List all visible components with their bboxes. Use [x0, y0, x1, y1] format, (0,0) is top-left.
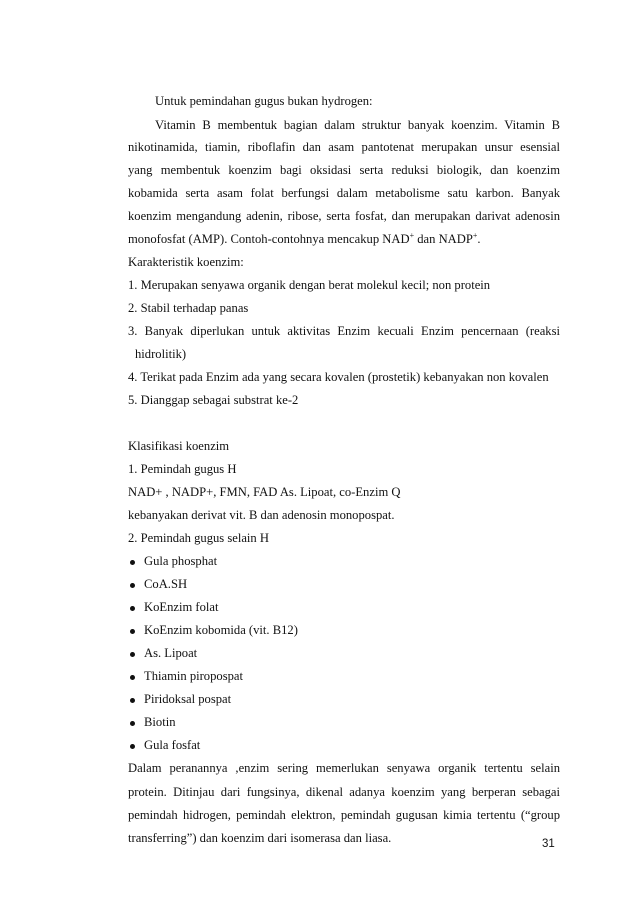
bullet-text: Gula phosphat [144, 554, 218, 568]
para2-line: Dalam peranannya ,enzim sering memerlukan senyawa organik tertentu selain [128, 761, 560, 775]
bullet-item [128, 576, 187, 592]
para1-text: . [477, 232, 481, 246]
bullet-item [128, 622, 298, 638]
karakteristik-item: 2. Stabil terhadap panas [128, 301, 249, 315]
bullet-text: Gula fosfat [144, 738, 201, 752]
bullet-text: Thiamin piropospat [144, 669, 243, 683]
bullet-icon [128, 622, 144, 638]
klasifikasi-text: NAD+ , NADP+, FMN, FAD As. Lipoat, co-Enzim Q [128, 485, 401, 499]
bullet-text: KoEnzim folat [144, 600, 219, 614]
superscript: + [409, 230, 415, 240]
para1-line: kobamida serta asam folat berfungsi dalam metabolisme satu karbon. Banyak [128, 186, 560, 200]
karakteristik-item: 3. Banyak diperlukan untuk aktivitas Enzim kecuali Enzim pencernaan (reaksi [128, 324, 560, 338]
klasifikasi-group: 1. Pemindah gugus H [128, 462, 237, 476]
bullet-item [128, 691, 231, 707]
para1-line: nikotinamida, tiamin, riboflafin dan asam pantotenat merupakan unsur esensial [128, 140, 560, 154]
para1-heading: Untuk pemindahan gugus bukan hydrogen: [155, 94, 373, 108]
karakteristik-item-cont: hidrolitik) [135, 347, 187, 361]
para1-line: koenzim mengandung adenin, ribose, serta fosfat, dan merupakan darivat adenosin [128, 209, 560, 223]
bullet-item [128, 714, 176, 730]
klasifikasi-title: Klasifikasi koenzim [128, 439, 230, 453]
bullet-icon [128, 599, 144, 615]
bullet-icon [128, 576, 144, 592]
para1-text: dan NADP [414, 232, 473, 246]
para2-line: pemindah hidrogen, pemindah elektron, pemindah gugusan kimia tertentu (“group [128, 808, 560, 822]
para1-line: yang membentuk koenzim bagi oksidasi serta reduksi biologik, dan koenzim [128, 163, 560, 177]
bullet-item [128, 737, 200, 753]
bullet-icon [128, 553, 144, 569]
para1-line: Vitamin B membentuk bagian dalam struktur banyak koenzim. Vitamin B [155, 118, 560, 132]
bullet-icon [128, 691, 144, 707]
bullet-icon [128, 668, 144, 684]
bullet-item [128, 668, 243, 684]
klasifikasi-text: kebanyakan derivat vit. B dan adenosin monopospat. [128, 508, 395, 522]
bullet-item [128, 553, 217, 569]
superscript: + [472, 230, 478, 240]
klasifikasi-group: 2. Pemindah gugus selain H [128, 531, 269, 545]
bullet-text: Biotin [144, 715, 176, 729]
bullet-item [128, 645, 197, 661]
bullet-icon [128, 737, 144, 753]
karakteristik-title: Karakteristik koenzim: [128, 255, 244, 269]
karakteristik-item: 5. Dianggap sebagai substrat ke-2 [128, 393, 299, 407]
karakteristik-item: 4. Terikat pada Enzim ada yang secara kovalen (prostetik) kebanyakan non kovalen [128, 370, 549, 384]
page-number: 31 [542, 838, 555, 850]
para2-line: protein. Ditinjau dari fungsinya, dikenal adanya koenzim yang berperan sebagai [128, 785, 560, 799]
para1-text: monofosfat (AMP). Contoh-contohnya mencakup NAD [128, 232, 410, 246]
bullet-text: CoA.SH [144, 577, 188, 591]
bullet-icon [128, 645, 144, 661]
bullet-text: Piridoksal pospat [144, 692, 232, 706]
para1-line [128, 231, 481, 247]
para2-line: transferring”) dan koenzim dari isomerasa dan liasa. [128, 831, 392, 845]
bullet-item [128, 599, 219, 615]
bullet-text: KoEnzim kobomida (vit. B12) [144, 623, 298, 637]
karakteristik-item: 1. Merupakan senyawa organik dengan berat molekul kecil; non protein [128, 278, 491, 292]
bullet-text: As. Lipoat [144, 646, 198, 660]
bullet-icon [128, 714, 144, 730]
